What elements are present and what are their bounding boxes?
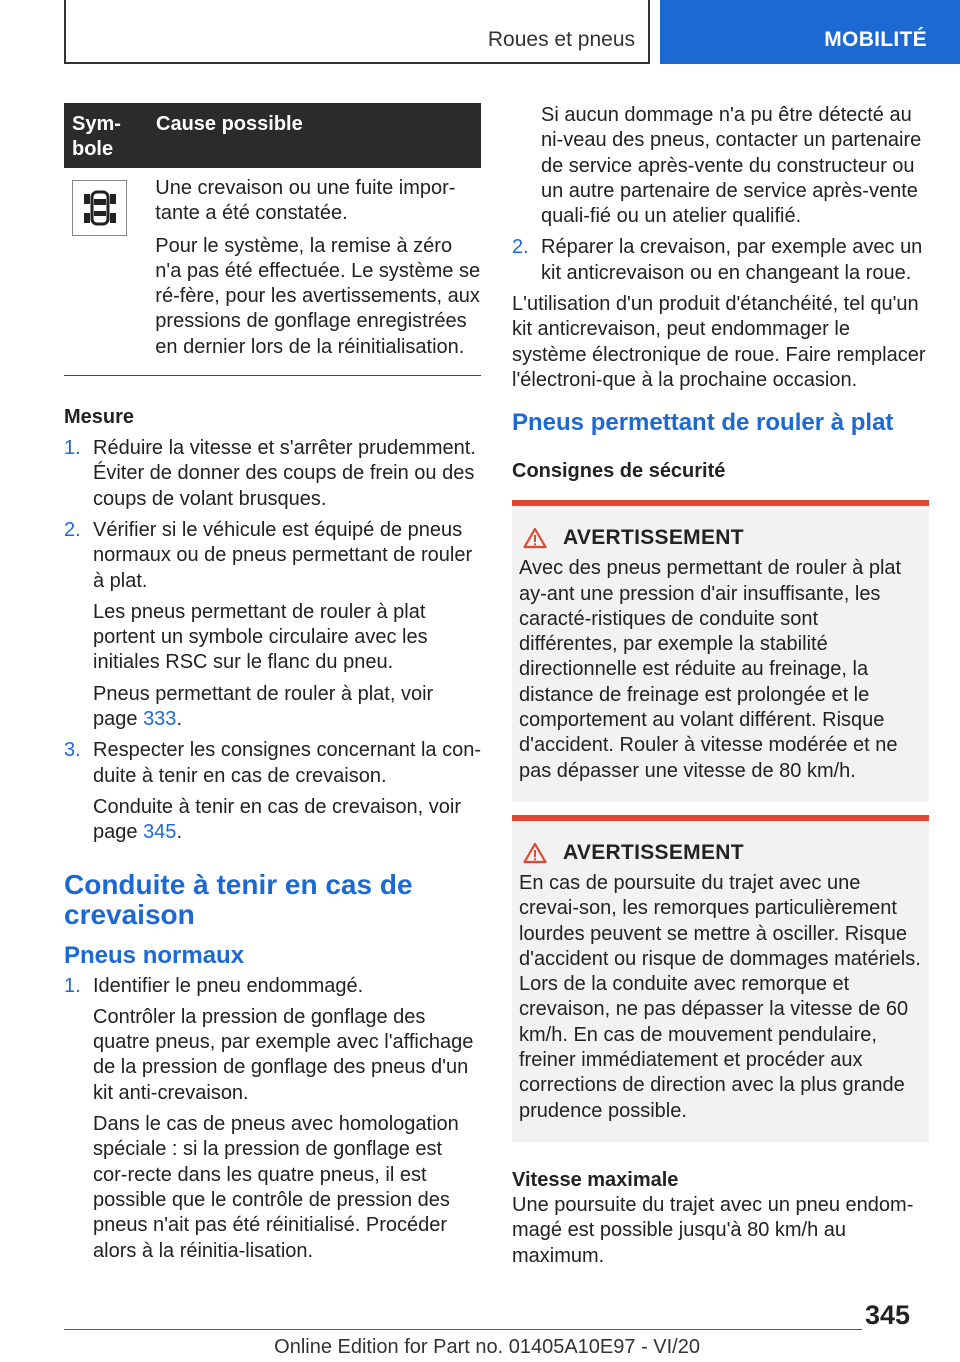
step-crossref — [93, 795, 481, 846]
step-text: Identifier le pneu endommagé. — [93, 974, 364, 997]
step-text: Les pneus permettant de rouler à plat portent un symbole circulaire avec les initiales RSC sur le flanc du pneu. — [93, 600, 428, 674]
table-header-symbol — [64, 103, 156, 168]
crossref-end: . — [176, 821, 182, 844]
table-row — [64, 168, 481, 376]
warning-triangle-icon — [523, 527, 547, 549]
section-title-line1: Conduite à tenir en cas de — [64, 868, 413, 900]
step-text: Contrôler la pression de gonflage des quatre pneus, par exemple avec l'affichage de la pression de gonflage des pneus d'un kit anti-crevaison. — [93, 1005, 474, 1104]
warning-text: Avec des pneus permettant de rouler à plat ay-ant une pression d'air insuffisante, les caracté-ristiques de conduite sont différentes, par exemple la stabilité directionnelle est réduite au freinage, la distance de freinage est prolongée et le comportement au volant différent. Risque d'accident. Rouler à vitesse modérée et ne pas dépasser une vitesse de 80 km/h. — [519, 557, 902, 782]
max-speed-text: Une poursuite du trajet avec un pneu endom-magé est possible jusqu'à 80 km/h au maximum. — [512, 1193, 914, 1267]
crossref-text: Conduite à tenir en cas de crevaison, voir page — [93, 795, 461, 844]
continued-steps — [512, 103, 929, 286]
warning-triangle-icon — [523, 842, 547, 864]
list-item — [64, 436, 481, 512]
step-text: Si aucun dommage n'a pu être détecté au ni-veau des pneus, contacter un partenaire de service après-vente du constructeur ou un autre partenaire de service après-vente quali-fié ou un atelier qualifié. — [541, 104, 922, 228]
warning-text: En cas de poursuite du trajet avec une crevai-son, les remorques particulièrement lourdes peuvent se mettre à osciller. Risque d'accident ou risque de dommages matériels. Lors de la conduite avec remorque et crevaison, ne pas dépasser la vitesse de 60 km/h. En cas de mouvement pendulaire, freiner immédiatement et procéder aux corrections de direction avec la plus grande prudence possible. — [519, 871, 921, 1122]
warning-box — [512, 815, 929, 1142]
table-header — [64, 103, 481, 168]
electronics-paragraph: L'utilisation d'un produit d'étanchéité, tel qu'un kit anticrevaison, peut endommager le système électronique de roue. Faire remplacer l'électroni-que à la prochaine occasion. — [512, 293, 926, 391]
step-crossref — [93, 682, 481, 733]
cause-text-2: Pour le système, la remise à zéro n'a pas été effectuée. Le système se ré-fère, pour les avertissements, aux pressions de gonflage enregistrées en dernier lors de la réinitialisation. — [155, 234, 481, 358]
page-number: 345 — [865, 1300, 911, 1330]
subsection-title: Pneus normaux — [64, 941, 245, 969]
warning-title-text: AVERTISSEMENT — [563, 526, 744, 550]
step-number: 1. — [64, 437, 81, 460]
crossref-end: . — [176, 708, 182, 731]
step-number: 2. — [512, 236, 529, 259]
header-chapter-label: MOBILITÉ — [824, 28, 927, 51]
section-title-line2: crevaison — [64, 898, 195, 930]
table-header-cause: Cause possible — [156, 113, 303, 135]
footer-rule — [64, 1329, 862, 1330]
step-number: 3. — [64, 739, 81, 762]
page-link-333[interactable]: 333 — [143, 708, 177, 731]
header-symbol-line1: Sym- — [72, 113, 121, 135]
footer-edition: Online Edition for Part no. 01405A10E97 - VI/20 — [274, 1336, 700, 1358]
list-item — [64, 974, 481, 1264]
step-text: Respecter les consignes concernant la con-duite à tenir en cas de crevaison. — [93, 739, 481, 787]
crossref-text: Pneus permettant de rouler à plat, voir page — [93, 682, 434, 731]
header-chapter-tab[interactable] — [660, 0, 960, 64]
header-left-rule — [64, 0, 66, 64]
section-title — [64, 870, 481, 930]
list-item — [64, 738, 481, 845]
step-text: Réparer la crevaison, par exemple avec un kit anticrevaison ou en changeant la roue. — [541, 236, 923, 284]
header-section-title: Roues et pneus — [487, 28, 635, 51]
warning-title — [519, 841, 921, 865]
list-item — [512, 235, 929, 286]
warning-box — [512, 500, 929, 802]
symbol-table — [64, 103, 481, 376]
left-column — [64, 103, 481, 1270]
mesure-heading: Mesure — [64, 406, 135, 429]
safety-heading: Consignes de sécurité — [512, 460, 726, 483]
rsc-heading: Pneus permettant de rouler à plat — [512, 409, 894, 437]
cause-text-1: Une crevaison ou une fuite impor-tante a été constatée. — [155, 177, 456, 225]
warning-title-text: AVERTISSEMENT — [563, 840, 744, 864]
pneus-normaux-steps — [64, 974, 481, 1264]
car-tire-pressure-icon — [72, 180, 127, 236]
list-item — [64, 518, 481, 732]
step-number: 2. — [64, 518, 81, 541]
step-text: Vérifier si le véhicule est équipé de pneus normaux ou de pneus permettant de rouler à plat. — [93, 518, 473, 592]
right-column — [512, 103, 929, 1269]
mesure-steps — [64, 436, 481, 845]
list-item — [512, 103, 929, 229]
max-speed-heading: Vitesse maximale — [512, 1168, 679, 1191]
page-link-345[interactable]: 345 — [143, 821, 177, 844]
step-text: Dans le cas de pneus avec homologation spéciale : si la pression de gonflage est cor-recte dans les quatre pneus, il est possible que le contrôle de pression des pneus n'ait pas été réinitialisé. Procéder alors à la réinitia-lisation. — [93, 1113, 459, 1262]
header-bottom-rule — [64, 62, 650, 64]
warning-title — [519, 526, 921, 550]
header-symbol-line2: bole — [72, 138, 114, 160]
table-cause-cell — [155, 176, 481, 367]
header-separator — [648, 0, 650, 64]
step-text: Réduire la vitesse et s'arrêter prudemment. Éviter de donner des coups de frein ou des coups de volant brusques. — [93, 437, 476, 510]
step-number: 1. — [64, 974, 81, 997]
